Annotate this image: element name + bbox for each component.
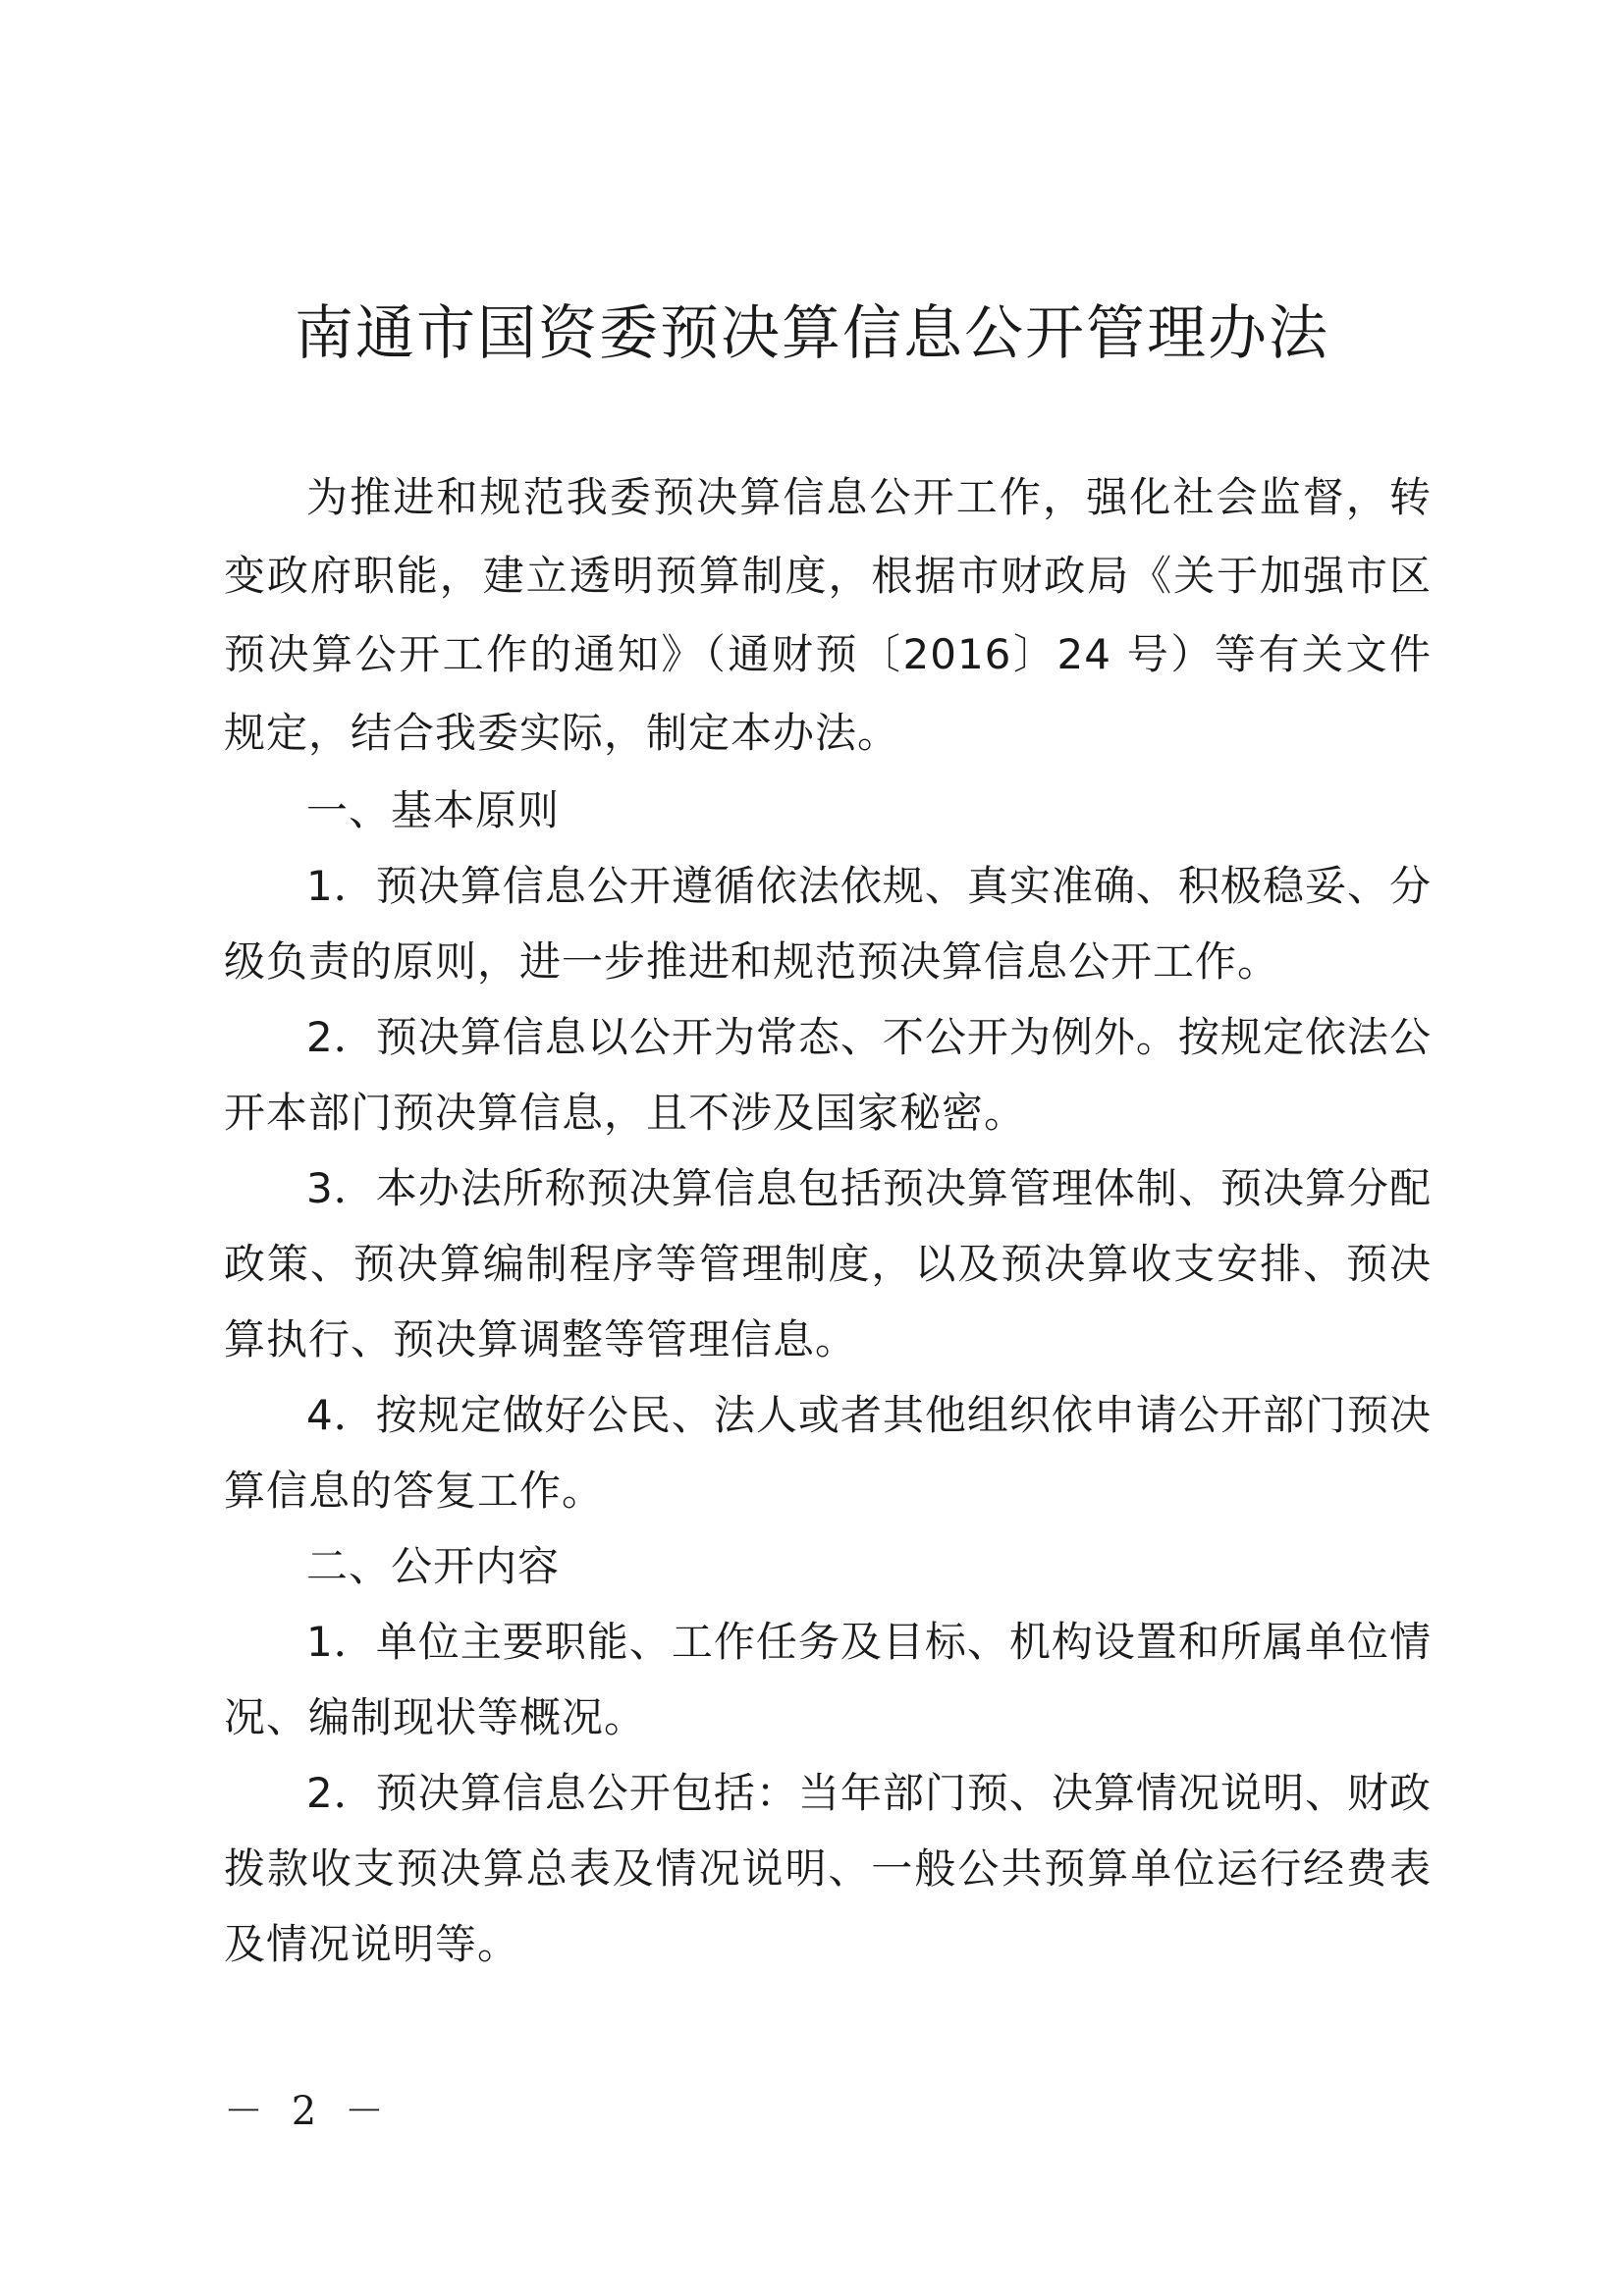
document-title: 南通市国资委预决算信息公开管理办法	[295, 299, 1329, 368]
intro-paragraph: 为推进和规范我委预决算信息公开工作，强化社会监督，转变政府职能，建立透明预算制度，根据市财政局《关于加强市区预决算公开工作的通知》（通财预〔2016〕24 号）等有关文件规定，结合我委实际，制定本办法。	[224, 473, 1432, 757]
section-heading-basic-principles: 一、基本原则	[306, 786, 561, 834]
document-body	[224, 458, 1432, 1982]
page-number: － 2 －	[224, 2089, 392, 2134]
principle-item-2: 2．预决算信息以公开为常态、不公开为例外。按规定依法公开本部门预决算信息，且不涉及国家秘密。	[224, 1013, 1432, 1137]
principle-item-3: 3．本办法所称预决算信息包括预决算管理体制、预决算分配政策、预决算编制程序等管理制度，以及预决算收支安排、预决算执行、预决算调整等管理信息。	[224, 1164, 1432, 1363]
content-item-1: 1．单位主要职能、工作任务及目标、机构设置和所属单位情况、编制现状等概况。	[224, 1618, 1432, 1741]
principle-item-1: 1．预决算信息公开遵循依法依规、真实准确、积极稳妥、分级负责的原则，进一步推进和规范预决算信息公开工作。	[224, 862, 1432, 986]
section-heading-disclosure-content: 二、公开内容	[306, 1542, 561, 1590]
principle-item-4: 4．按规定做好公民、法人或者其他组织依申请公开部门预决算信息的答复工作。	[224, 1391, 1432, 1515]
content-item-2: 2．预决算信息公开包括：当年部门预、决算情况说明、财政拨款收支预决算总表及情况说明、一般公共预算单位运行经费表及情况说明等。	[224, 1769, 1432, 1968]
